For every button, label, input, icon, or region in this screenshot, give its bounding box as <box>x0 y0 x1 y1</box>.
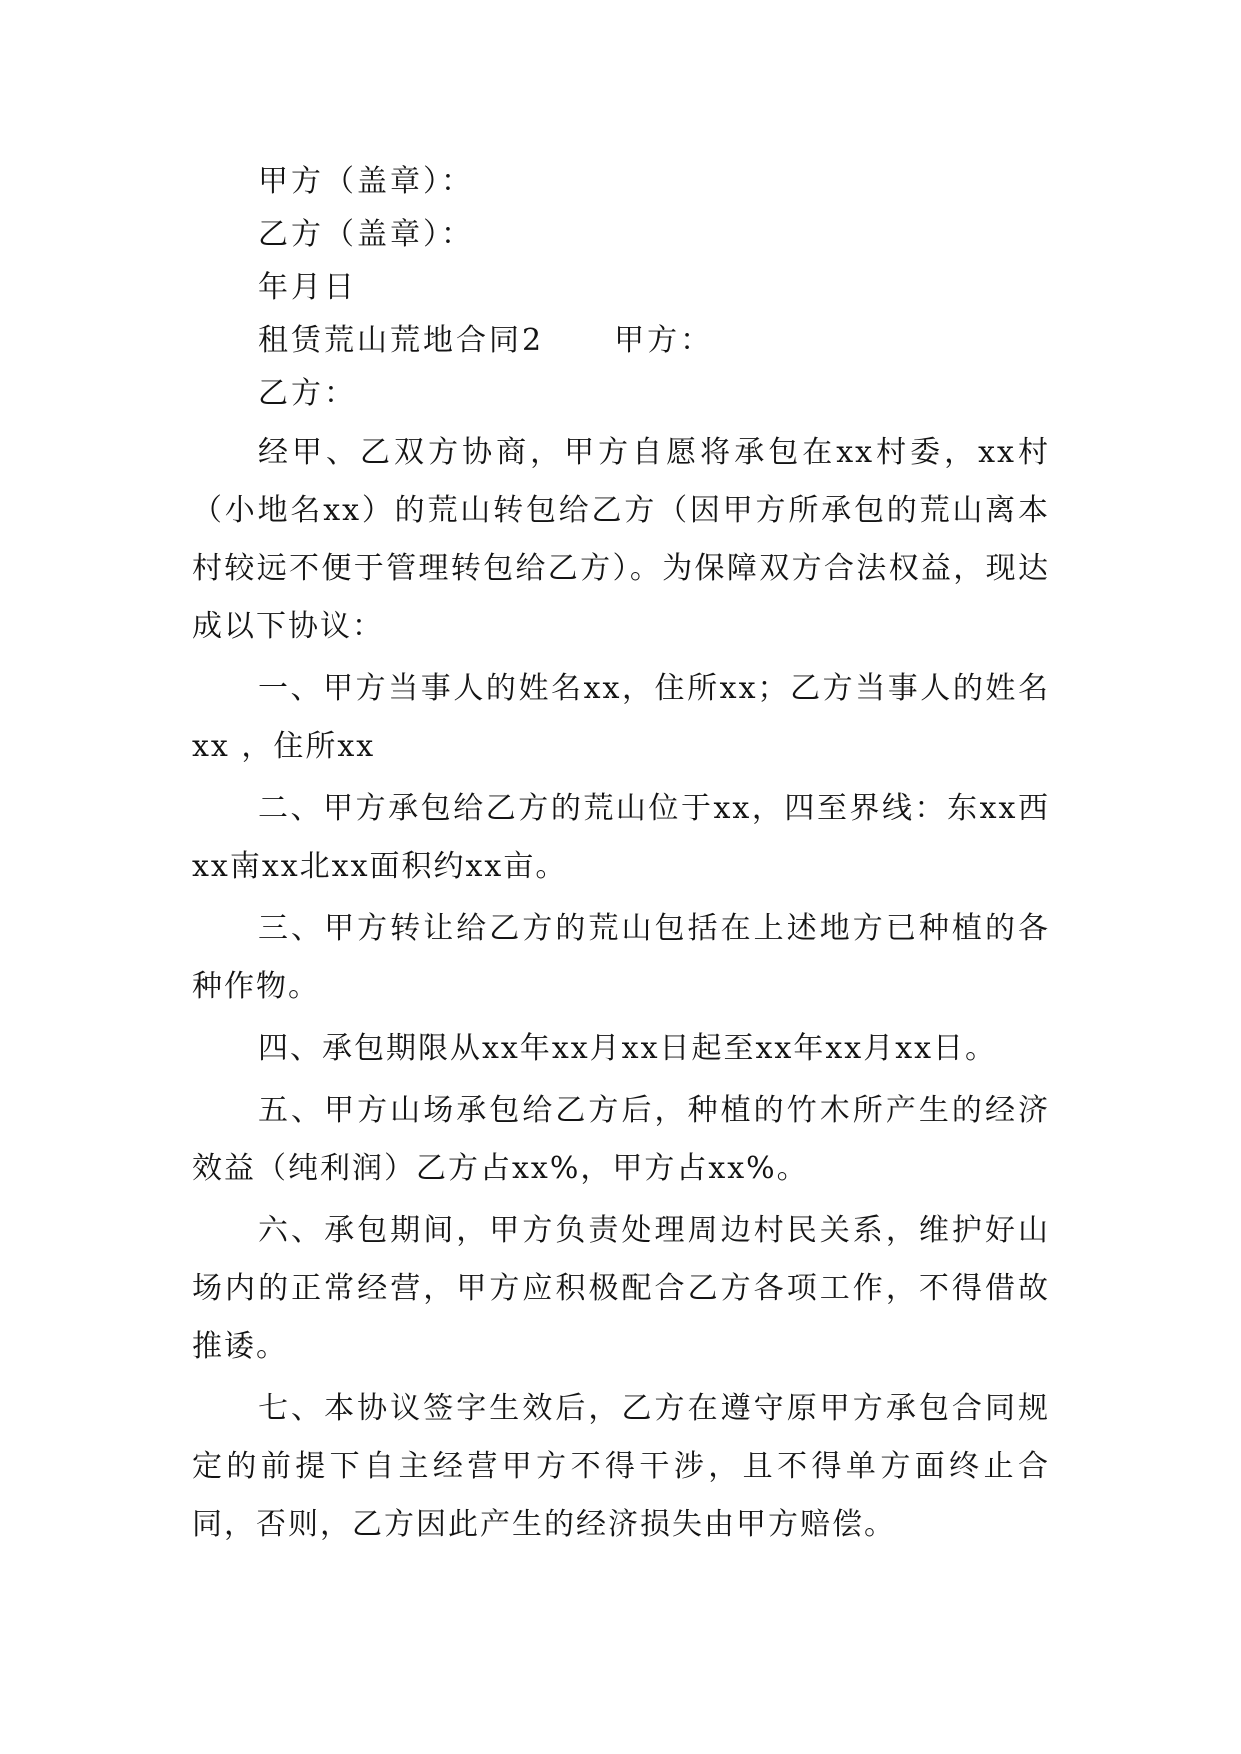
contract-party-b: 乙方： <box>258 376 357 411</box>
document-body <box>192 162 1050 1554</box>
paragraph-intro: 经甲、乙双方协商，甲方自愿将承包在xx村委，xx村（小地名xx）的荒山转包给乙方（因甲方所承包的荒山离本村较远不便于管理转包给乙方）。为保障双方合法权益，现达成以下协议： <box>192 435 1050 644</box>
paragraph-clause-4: 四、承包期限从xx年xx月xx日起至xx年xx月xx日。 <box>258 1031 998 1066</box>
paragraph-clause-7: 七、本协议签字生效后，乙方在遵守原甲方承包合同规定的前提下自主经营甲方不得干涉，且不得单方面终止合同，否则，乙方因此产生的经济损失由甲方赔偿。 <box>192 1391 1050 1542</box>
party-a-seal-line: 甲方（盖章）： <box>258 164 474 199</box>
contract-title: 租赁荒山荒地合同2 <box>258 323 545 358</box>
paragraph-clause-3: 三、甲方转让给乙方的荒山包括在上述地方已种植的各种作物。 <box>192 911 1050 1004</box>
contract-title-row <box>192 321 1050 361</box>
paragraph-clause-1: 一、甲方当事人的姓名xx，住所xx；乙方当事人的姓名 xx ，住所xx <box>192 671 1050 764</box>
paragraph-clause-2: 二、甲方承包给乙方的荒山位于xx，四至界线：东xx西xx南xx北xx面积约xx亩。 <box>192 791 1050 884</box>
contract-party-a: 甲方： <box>614 323 714 358</box>
date-line: 年月日 <box>258 270 357 305</box>
party-b-seal-line: 乙方（盖章）： <box>258 217 474 252</box>
paragraph-clause-5: 五、甲方山场承包给乙方后，种植的竹木所产生的经济效益（纯利润）乙方占xx%，甲方占xx%。 <box>192 1093 1050 1186</box>
paragraph-clause-6: 六、承包期间，甲方负责处理周边村民关系，维护好山场内的正常经营，甲方应积极配合乙方各项工作，不得借故推诿。 <box>192 1213 1050 1364</box>
